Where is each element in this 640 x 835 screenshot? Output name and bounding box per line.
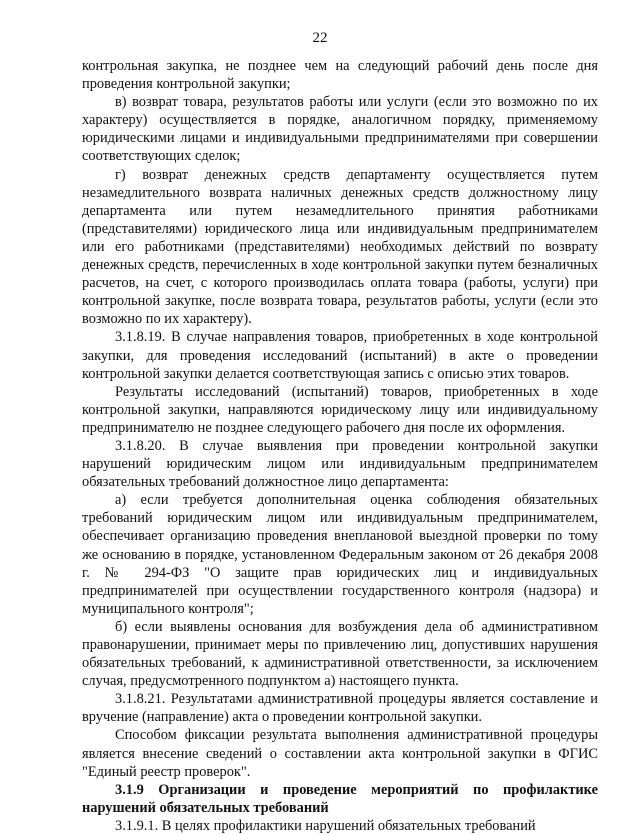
paragraph-3-1-8-21: 3.1.8.21. Результатами административной процедуры является составление и вручение (направление) акта о проведении контрольной закупки. [82, 691, 598, 726]
paragraph-research-results: Результаты исследований (испытаний) товаров, приобретенных в ходе контрольной закупки, направляются юридическому лицу или индивидуальному предпринимателю не позднее следующего рабочего дня после их оформления. [82, 383, 598, 436]
paragraph-item-a: а) если требуется дополнительная оценка соблюдения обязательных требований юридическим лицом или индивидуальным предпринимателем, обеспечивает организацию проведения внеплановой выездной проверки по тому же основанию в порядке, установленном Федеральным законом от 26 декабря 2008 г. № 294-ФЗ "О защите прав юридических лиц и индивидуальных предпринимателей при осуществлении государственного контроля (надзора) и муниципального контроля"; [82, 492, 598, 617]
paragraph-item-v: в) возврат товара, результатов работы или услуги (если это возможно по их характеру) осуществляется в порядке, аналогичном порядку, применяемому юридическими лицами и индивидуальными предпринимателями при совершении соответствующих сделок; [82, 94, 598, 165]
page-number: 22 [312, 30, 328, 46]
paragraph-3-1-9-1: 3.1.9.1. В целях профилактики нарушений обязательных требований [115, 817, 536, 834]
document-body [82, 57, 598, 835]
paragraph-3-1-8-19: 3.1.8.19. В случае направления товаров, приобретенных в ходе контрольной закупки, для проведения исследований (испытаний) в акте о проведении контрольной закупки делается соответствующая запись с описью этих товаров. [82, 329, 598, 382]
paragraph-item-g: г) возврат денежных средств департаменту осуществляется путем незамедлительного возврата наличных денежных средств должностному лицу департамента или путем незамедлительного принятия работниками (представителями) юридического лица или индивидуальным предпринимателем или его работниками (представителями) необходимых действий по возврату денежных средств, перечисленных в ходе контрольной закупки путем безналичных расчетов, на счет, с которого производилась оплата товара (работы, услуги) при контрольной закупке, после возврата товара, результатов работы, услуги (если это возможно по их характеру). [82, 166, 598, 328]
paragraph-fixation-method: Способом фиксации результата выполнения административной процедуры является внесение сведений о составлении акта контрольной закупки в ФГИС "Единый реестр проверок". [82, 727, 598, 780]
paragraph-item-b: б) если выявлены основания для возбуждения дела об административном правонарушении, принимает меры по привлечению лиц, допустивших нарушения обязательных требований, к административной ответственности, за исключением случая, предусмотренного подпунктом а) настоящего пункта. [82, 618, 598, 690]
section-heading-3-1-9: 3.1.9 Организации и проведение мероприятий по профилактике нарушений обязательных требований [82, 781, 598, 816]
paragraph-3-1-8-20: 3.1.8.20. В случае выявления при проведении контрольной закупки нарушений юридическим лицом или индивидуальным предпринимателем обязательных требований должностное лицо департамента: [82, 437, 598, 491]
paragraph-continuation: контрольная закупка, не позднее чем на следующий рабочий день после дня проведения контрольной закупки; [82, 58, 598, 93]
